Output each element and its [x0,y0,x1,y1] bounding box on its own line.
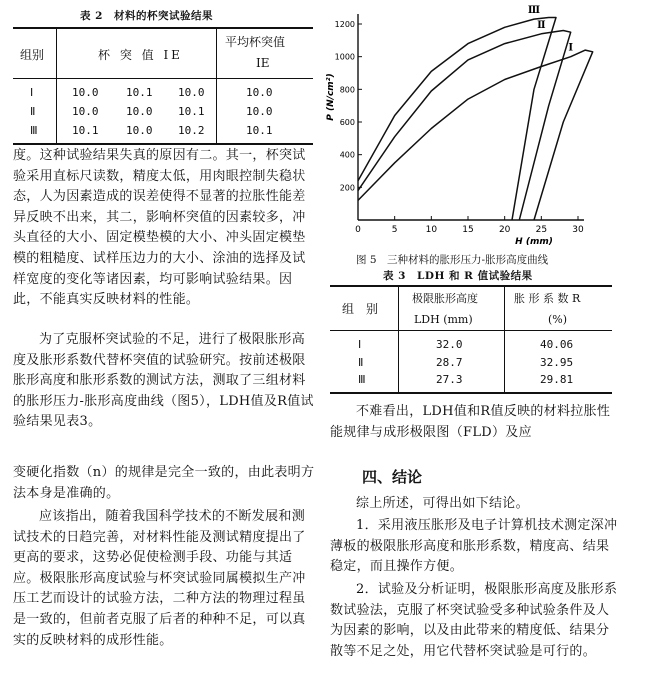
y-axis-label: P (N/cm²) [326,73,336,121]
section-heading-conclusion: 四、结论 [362,468,423,486]
series-label-2: Ⅱ [537,19,546,31]
table3-head-r: 胀 形 系 数 R [514,292,581,305]
table2-caption: 表 2 材料的杯突试验结果 [80,10,213,22]
table3-cell-ldh: 27.3 [436,373,463,386]
table3-cell-group: Ⅲ [358,373,366,386]
right-paragraph-2: 综上所述，可得出如下结论。 [356,496,529,511]
table2-cell-v3: 10.0 [178,86,205,99]
x-tick-label: 15 [462,225,474,235]
figure5-caption: 图 5 三种材料的胀形压力-胀形高度曲线 [356,254,549,266]
table3-cell-group: Ⅰ [358,338,362,351]
table2-cell-v3: 10.1 [178,105,205,118]
table2-head-rule [13,78,313,79]
x-tick-label: 0 [355,225,361,235]
table2-cell-v1: 10.0 [72,105,99,118]
table2-cell-v1: 10.1 [72,124,99,137]
table3-head-r-unit: (%) [548,313,568,326]
y-tick-label: 200 [339,183,355,193]
table3-bottom-rule [330,392,612,394]
y-tick-label: 400 [339,150,355,160]
x-tick-label: 20 [498,225,511,235]
table2-cell-v1: 10.0 [72,86,99,99]
right-paragraph-1: 不难看出，LDH值和R值反映的材料拉胀性能规律与成形极限图（FLD）及应 [330,404,611,440]
table2-top-rule [13,27,313,29]
table2-bottom-rule [13,143,313,145]
table3-head-ldh: 极限胀形高度 [412,292,478,305]
table2-vline-1 [56,27,57,144]
series-line-3 [358,18,556,221]
right-paragraph-4: 2．试验及分析证明，极限胀形高度及胀形系数试验法，克服了杯突试验受多种试验条件及人为因素的影响，以及由此带来的精度低、结果分散等不足之处，用它代替杯突试验是可行的。 [330,582,618,659]
x-axis-label: H (mm) [515,237,553,247]
table3-caption: 表 3 LDH 和 R 值试验结果 [383,270,533,282]
table2-cell-avg: 10.1 [246,124,273,137]
table3-cell-r: 32.95 [540,356,574,369]
table2-cell-v3: 10.2 [178,124,205,137]
y-tick-label: 1000 [334,52,355,62]
table3-top-rule [330,285,612,287]
table2-cell-group: Ⅱ [30,105,36,118]
figure5-chart [320,2,610,262]
table3-head-rule [330,330,612,331]
table2-head-ie: 杯 突 值 IE [98,48,183,62]
x-tick-label: 25 [535,225,548,235]
table3-cell-r: 40.06 [540,338,574,351]
table2-cell-v2: 10.0 [126,124,153,137]
left-paragraph-3: 变硬化指数（n）的规律是完全一致的，由此表明方法本身是准确的。 [13,465,315,501]
table3-cell-r: 29.81 [540,373,574,386]
table3-head-group: 组 别 [342,302,379,316]
table3-cell-ldh: 28.7 [436,356,463,369]
table3-head-ldh-unit: LDH (mm) [414,313,473,326]
table2-head-avg-unit: IE [256,56,270,70]
table3-vline-2 [504,285,505,393]
table2-cell-v2: 10.1 [126,86,153,99]
table2-cell-avg: 10.0 [246,86,273,99]
table2-head-avg: 平均杯突值 [225,35,286,49]
left-paragraph-4: 应该指出，随着我国科学技术的不断发展和测试技术的日趋完善，对材料性能及测试精度提出了更高的要求，这势必促使检测手段、功能与其适应。极限胀形高度试验与杯突试验同属模拟生产冲压工艺而设计的试验方法，二种方法的物理过程虽是一致的，但前者克服了后者的种种不足，可以真实的反映材料的成形性能。 [13,509,306,648]
table2-cell-avg: 10.0 [246,105,273,118]
chart-axes [326,14,584,247]
table2-head-group: 组别 [20,48,45,62]
chart-series [358,5,593,220]
table3-cell-ldh: 32.0 [436,338,463,351]
right-paragraph-3: 1．采用液压胀形及电子计算机技术测定深冲薄板的极限胀形高度和胀形系数，精度高、结果稳定，而且操作方便。 [330,518,618,575]
x-tick-label: 5 [391,225,398,235]
series-label-3: Ⅲ [527,5,541,17]
table2-vline-2 [216,27,217,144]
left-paragraph-1: 度。这种试验结果失真的原因有二。其一，杯突试验采用直标尺读数，精度太低，用肉眼控制失稳状态，人为因素造成的误差使得不显著的拉胀性能差异反映不出来，其二，影响杯突值的因素较多，冲头直径的大小、固定模垫模的大小、冲头固定模垫模的粗糙度、试样压边力的大小、涂油的选择及试样宽度的变化等诸因素，均可影响试验结果。因此，不能真实反映材料的性能。 [13,148,306,308]
table2-cell-group: Ⅲ [30,124,38,137]
y-tick-label: 1200 [334,20,355,29]
table2-cell-v2: 10.0 [126,105,153,118]
x-tick-label: 10 [425,225,438,235]
y-tick-label: 800 [339,85,355,95]
left-paragraph-2: 为了克服杯突试验的不足，进行了极限胀形高度及胀形系数代替杯突值的试验研究。按前述极限胀形高度和胀形系数的测试方法，测取了三组材料的胀形压力-胀形高度曲线（图5），LDH值及R值试验结果见表3。 [13,332,314,430]
table2-cell-group: Ⅰ [30,86,34,99]
table3-cell-group: Ⅱ [358,356,364,369]
series-label-1: Ⅰ [568,42,574,54]
table3-vline-1 [398,285,399,393]
x-tick-label: 30 [572,225,584,235]
y-tick-label: 600 [339,118,355,127]
